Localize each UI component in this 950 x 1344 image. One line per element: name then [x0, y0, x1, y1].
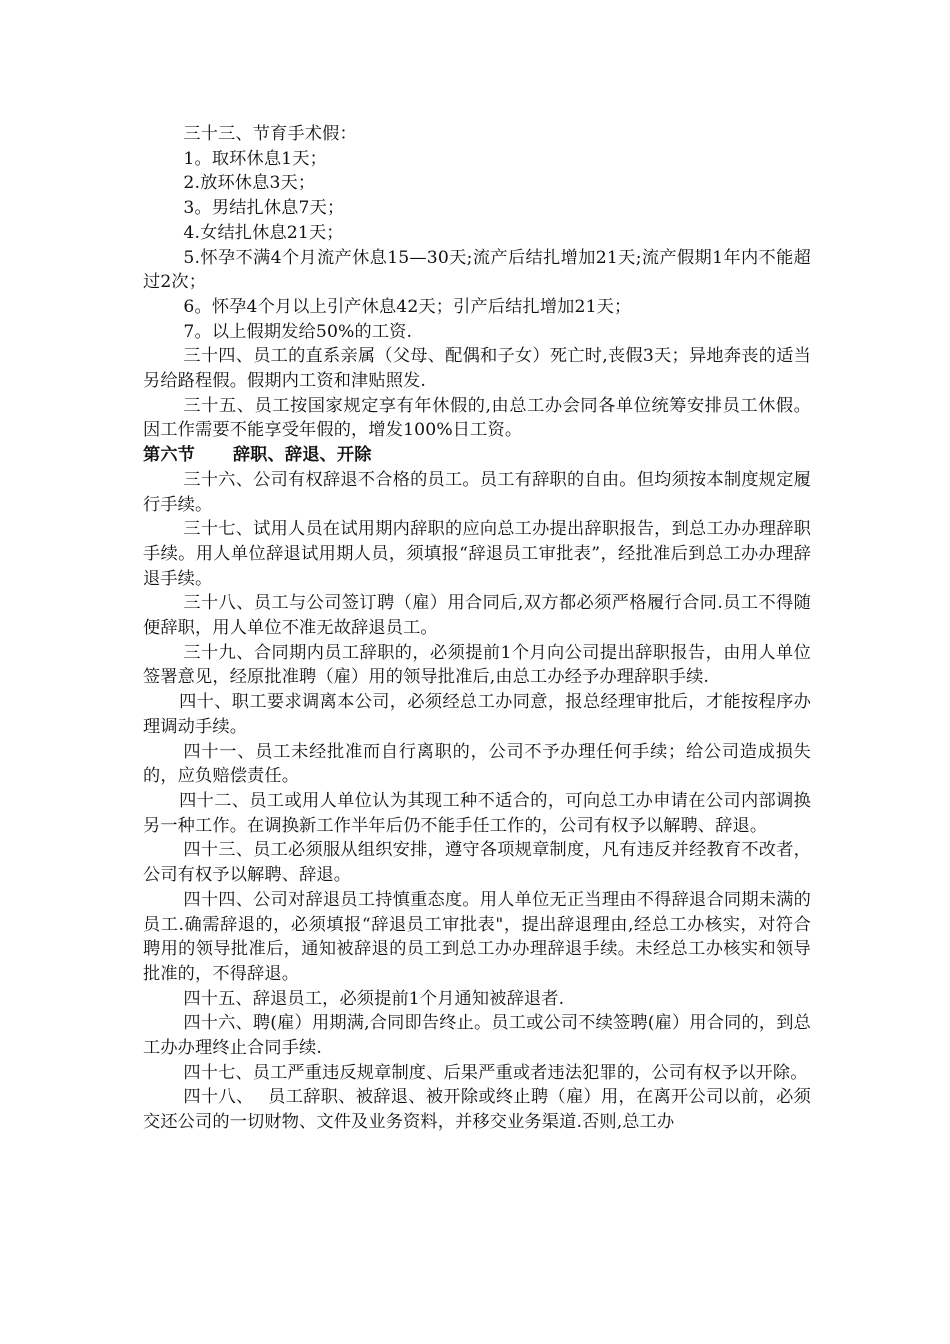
section-number: 第六节 [143, 445, 196, 466]
paragraph: 3。男结扎休息7天； [183, 198, 345, 219]
document-body [143, 122, 811, 1135]
paragraph: 三十四、员工的直系亲属（父母、配偶和子女）死亡时,丧假3天；异地奔丧的适当另给路程假。假期内工资和津贴照发. [143, 346, 811, 392]
paragraph: 三十七、试用人员在试用期内辞职的应向总工办提出辞职报告，到总工办办理辞职手续。用人单位辞退试用期人员，须填报“辞退员工审批表”，经批准后到总工办办理辞退手续。 [143, 519, 811, 589]
paragraph: 四十、职工要求调离本公司，必须经总工办同意，报总经理审批后，才能按程序办理调动手续。 [143, 692, 811, 737]
paragraph: 三十六、公司有权辞退不合格的员工。员工有辞职的自由。但均须按本制度规定履行手续。 [143, 469, 811, 515]
paragraph: 四十四、公司对辞退员工持慎重态度。用人单位无正当理由不得辞退合同期未满的员工.确需辞退的，必须填报“辞退员工审批表"，提出辞退理由,经总工办核实，对符合聘用的领导批准后，通知被辞退的员工到总工办办理辞退手续。未经总工办核实和领导批准的，不得辞退。 [143, 889, 811, 984]
paragraph: 三十三、节育手术假： [183, 124, 357, 144]
paragraph: 1。取环休息1天； [183, 148, 327, 169]
paragraph: 四十五、辞退员工，必须提前1个月通知被辞退者. [183, 988, 565, 1009]
paragraph: 6。怀孕4个月以上引产休息42天；引产后结扎增加21天； [183, 296, 632, 317]
section-title: 辞职、辞退、开除 [232, 445, 372, 466]
paragraph: 四十一、员工未经批准而自行离职的，公司不予办理任何手续；给公司造成损失的，应负赔偿责任。 [143, 741, 811, 787]
paragraph: 4.女结扎休息21天； [183, 222, 344, 243]
paragraph: 三十五、员工按国家规定享有年休假的,由总工办会同各单位统筹安排员工休假。因工作需要不能享受年假的，增发100%日工资。 [143, 395, 811, 441]
paragraph: 三十八、员工与公司签订聘（雇）用合同后,双方都必须严格履行合同.员工不得随便辞职，用人单位不准无故辞退员工。 [143, 593, 811, 639]
paragraph: 7。以上假期发给50%的工资. [183, 321, 413, 342]
section-heading [143, 443, 811, 468]
paragraph: 四十七、员工严重违反规章制度、后果严重或者违法犯罪的，公司有权予以开除。 [183, 1062, 808, 1083]
paragraph: 四十三、员工必须服从组织安排，遵守各项规章制度，凡有违反并经教育不改者，公司有权予以解聘、辞退。 [143, 840, 811, 886]
paragraph: 三十九、合同期内员工辞职的，必须提前1个月向公司提出辞职报告，由用人单位签署意见，经原批准聘（雇）用的领导批准后,由总工办经予办理辞职手续. [143, 642, 811, 688]
paragraph: 四十八、 员工辞职、被辞退、被开除或终止聘（雇）用，在离开公司以前，必须交还公司的一切财物、文件及业务资料，并移交业务渠道.否则,总工办 [143, 1087, 811, 1133]
paragraph: 5.怀孕不满4个月流产休息15—30天;流产后结扎增加21天;流产假期1年内不能超过2次； [143, 247, 811, 293]
paragraph: 四十二、员工或用人单位认为其现工种不适合的，可向总工办申请在公司内部调换另一种工作。在调换新工作半年后仍不能手任工作的，公司有权予以解聘、辞退。 [143, 790, 811, 836]
paragraph: 2.放环休息3天； [183, 173, 316, 194]
paragraph: 四十六、聘(雇）用期满,合同即告终止。员工或公司不续签聘(雇）用合同的，到总工办办理终止合同手续. [143, 1013, 811, 1059]
